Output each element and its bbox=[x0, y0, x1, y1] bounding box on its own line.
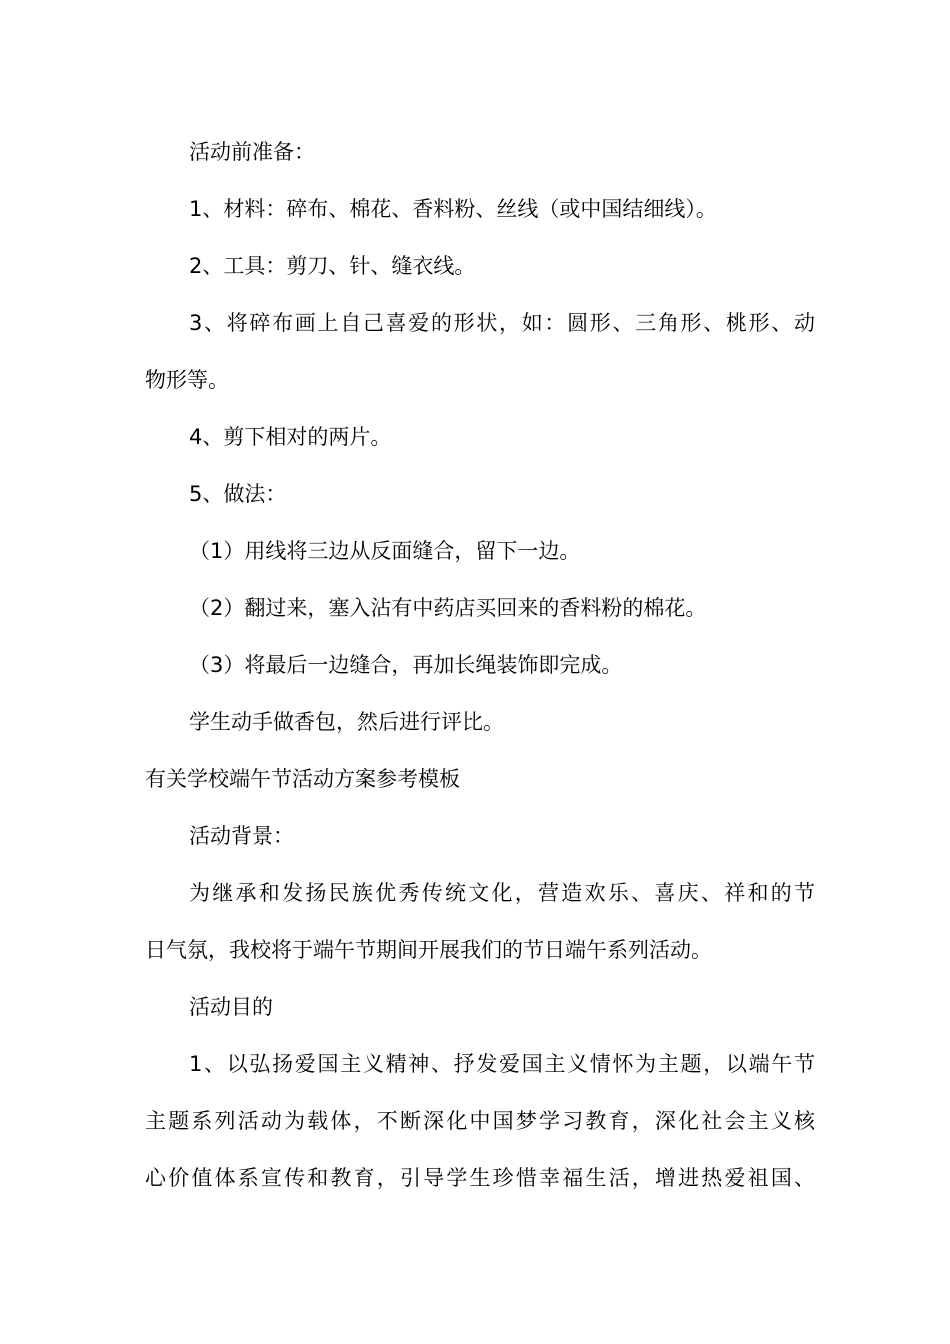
prep-heading: 活动前准备： bbox=[189, 140, 315, 164]
method-step-1: （1）用线将三边从反面缝合，留下一边。 bbox=[189, 539, 581, 563]
section-title: 有关学校端午节活动方案参考模板 bbox=[145, 767, 460, 791]
cut-item: 4、剪下相对的两片。 bbox=[189, 425, 392, 449]
method-item: 5、做法： bbox=[189, 482, 287, 506]
shape-item-line-1: 3、将碎布画上自己喜爱的形状，如：圆形、三角形、桃形、动 bbox=[189, 311, 815, 335]
background-paragraph-line-1: 为继承和发扬民族优秀传统文化，营造欢乐、喜庆、祥和的节 bbox=[189, 881, 815, 905]
purpose-paragraph-line-3: 心价值体系宣传和教育，引导学生珍惜幸福生活，增进热爱祖国、 bbox=[145, 1166, 815, 1190]
background-paragraph-line-2: 日气氛，我校将于端午节期间开展我们的节日端午系列活动。 bbox=[145, 938, 712, 962]
purpose-heading: 活动目的 bbox=[189, 995, 273, 1019]
background-heading: 活动背景： bbox=[189, 824, 294, 848]
evaluation-paragraph: 学生动手做香包，然后进行评比。 bbox=[189, 710, 504, 734]
method-step-2: （2）翻过来，塞入沾有中药店买回来的香料粉的棉花。 bbox=[189, 596, 707, 620]
materials-item: 1、材料：碎布、棉花、香料粉、丝线（或中国结细线）。 bbox=[189, 197, 717, 221]
method-step-3: （3）将最后一边缝合，再加长绳装饰即完成。 bbox=[189, 653, 623, 677]
purpose-paragraph-line-2: 主题系列活动为载体，不断深化中国梦学习教育，深化社会主义核 bbox=[145, 1109, 815, 1133]
shape-item-line-2: 物形等。 bbox=[145, 368, 229, 392]
purpose-paragraph-line-1: 1、以弘扬爱国主义精神、抒发爱国主义情怀为主题，以端午节 bbox=[189, 1052, 815, 1076]
tools-item: 2、工具：剪刀、针、缝衣线。 bbox=[189, 254, 476, 278]
